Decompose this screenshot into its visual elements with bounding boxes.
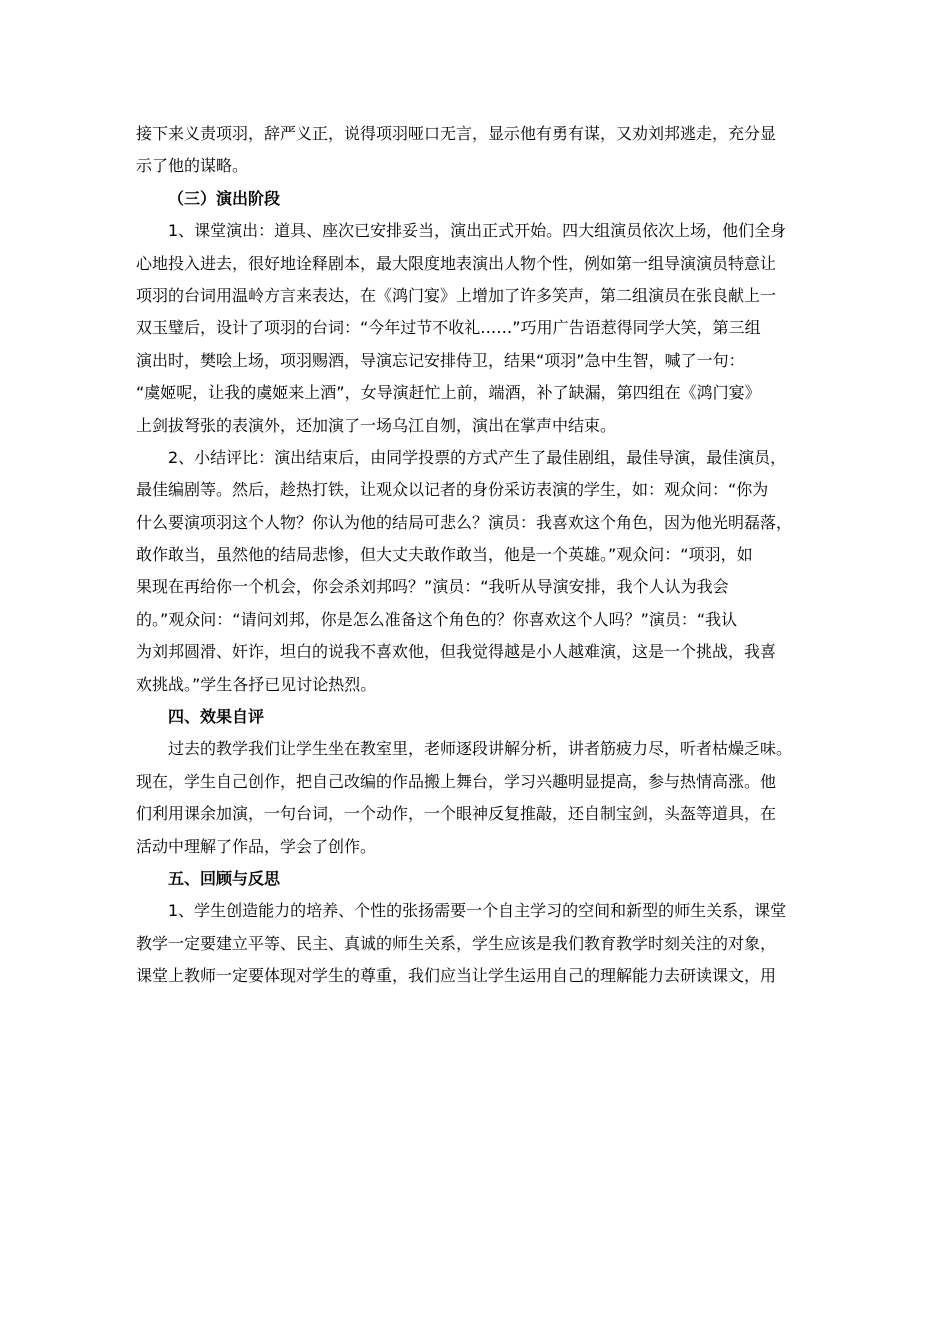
text-line: 为刘邦圆滑、奸诈，坦白的说我不喜欢他，但我觉得越是小人越难演，这是一个挑战，我喜 <box>136 642 777 662</box>
text-line: 们利用课余加演，一句台词，一个动作，一个眼神反复推敲，还自制宝剑，头盔等道具，在 <box>136 804 777 824</box>
text-line: 的。”观众问：“请问刘邦，你是怎么准备这个角色的？你喜欢这个人吗？”演员：“我认 <box>136 609 738 629</box>
text-line: “虞姬呢，让我的虞姬来上酒”，女导演赶忙上前，端酒，补了缺漏，第四组在《鸿门宴》 <box>136 383 761 403</box>
text-line: 演出时，樊哙上场，项羽赐酒，导演忘记安排侍卫，结果“项羽”急中生智，喊了一句： <box>136 350 745 370</box>
text-line: 双玉璧后，设计了项羽的台词：“今年过节不收礼……”巧用广告语惹得同学大笑，第三组 <box>136 318 761 338</box>
text-line: 1、课堂演出：道具、座次已安排妥当，演出正式开始。四大组演员依次上场，他们全身 <box>168 221 787 241</box>
section-heading: （三）演出阶段 <box>168 188 281 208</box>
text-line: 什么要演项羽这个人物？你认为他的结局可悲么？演员：我喜欢这个角色，因为他光明磊落， <box>136 512 793 532</box>
text-line: 教学一定要建立平等、民主、真诚的师生关系，学生应该是我们教育教学时刻关注的对象， <box>136 933 777 953</box>
text-line: 接下来义责项羽，辞严义正，说得项羽哑口无言，显示他有勇有谋，又劝刘邦逃走，充分显 <box>136 124 777 143</box>
text-line: 项羽的台词用温岭方言来表达，在《鸿门宴》上增加了许多笑声，第二组演员在张良献上一 <box>136 285 777 305</box>
text-line: 过去的教学我们让学生坐在教室里，老师逐段讲解分析，讲者筋疲力尽，听者枯燥乏味。 <box>168 739 793 759</box>
text-line: 最佳编剧等。然后，趁热打铁，让观众以记者的身份采访表演的学生，如：观众问：“你为 <box>136 480 769 500</box>
text-line: 欢挑战。”学生各抒已见讨论热烈。 <box>136 674 377 694</box>
text-line: 课堂上教师一定要体现对学生的尊重，我们应当让学生运用自己的理解能力去研读课文，用 <box>136 966 777 986</box>
text-line: 示了他的谋略。 <box>136 156 249 176</box>
section-heading: 五、回顾与反思 <box>168 868 281 888</box>
document-body <box>136 118 814 993</box>
text-line: 活动中理解了作品，学会了创作。 <box>136 836 377 856</box>
text-line: 果现在再给你一个机会，你会杀刘邦吗？”演员：“我听从导演安排，我个人认为我会 <box>136 577 729 597</box>
section-heading: 四、效果自评 <box>168 707 265 727</box>
text-line: 心地投入进去，很好地诠释剧本，最大限度地表演出人物个性，例如第一组导演演员特意让 <box>136 253 777 273</box>
text-line: 2、小结评比：演出结束后，由同学投票的方式产生了最佳剧组，最佳导演，最佳演员， <box>168 447 787 467</box>
text-line: 现在，学生自己创作，把自己改编的作品搬上舞台，学习兴趣明显提高，参与热情高涨。他 <box>136 771 777 791</box>
text-line: 上剑拔弩张的表演外，还加演了一场乌江自刎，演出在掌声中结束。 <box>136 415 617 435</box>
text-line: 1、学生创造能力的培养、个性的张扬需要一个自主学习的空间和新型的师生关系，课堂 <box>168 901 787 921</box>
text-line: 敢作敢当，虽然他的结局悲惨，但大丈夫敢作敢当，他是一个英雄。”观众问：“项羽，如 <box>136 545 753 565</box>
